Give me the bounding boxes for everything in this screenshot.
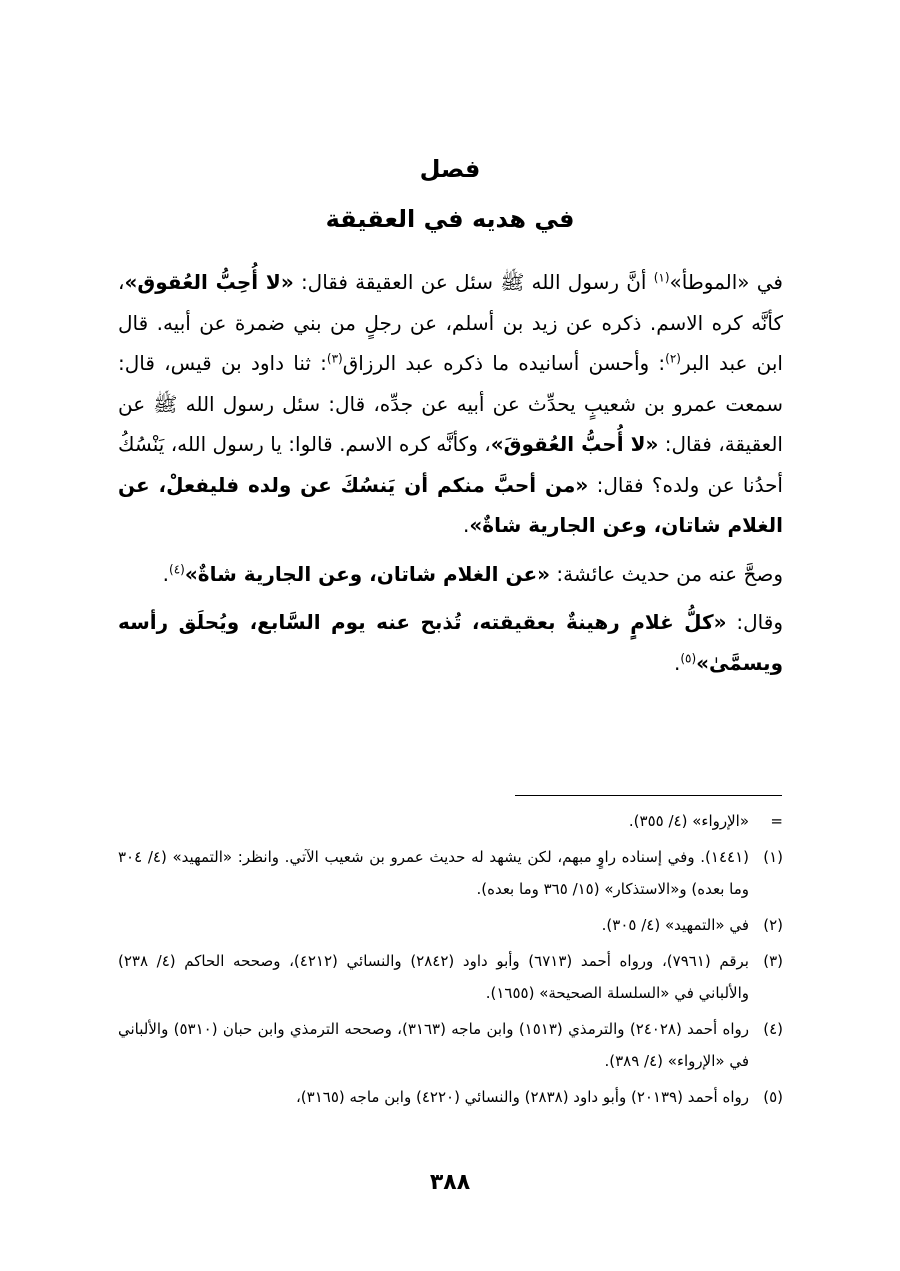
footnote-ref-5: (٥) <box>680 650 697 665</box>
footnote-1 <box>118 841 783 905</box>
chapter-title: فصل <box>419 155 481 183</box>
hadith-quote: «لا أُحبُّ العُقوقَ» <box>490 432 659 456</box>
text-run: في «الموطأ» <box>669 270 783 294</box>
paragraph-1 <box>118 262 783 546</box>
footnote-divider <box>515 795 782 796</box>
footnote-ref-2: (٢) <box>665 351 681 366</box>
text-run: . <box>462 513 470 537</box>
footnote-4 <box>118 1013 783 1077</box>
footnote-ref-1: (١) <box>653 270 670 285</box>
text-run: وقال: <box>726 610 783 634</box>
footnote-ref-3: (٣) <box>326 351 343 366</box>
footnote-ref-4: (٤) <box>169 561 185 576</box>
text-run: . <box>673 650 681 675</box>
main-text <box>118 262 783 683</box>
footnote-continuation <box>118 805 783 837</box>
footnote-text: (١٤٤١). وفي إسناده راوٍ مبهم، لكن يشهد له حديث عمرو بن شعيب الآتي. وانظر: «التمهيد» (٤/ ٣٠٤ وما بعده) و«الاستذكار» (١٥/ ٣٦٥ وما بعده). <box>118 848 749 898</box>
footnote-text: رواه أحمد (٢٠١٣٩) وأبو داود (٢٨٣٨) والنسائي (٤٢٢٠) وابن ماجه (٣١٦٥)، <box>295 1088 749 1106</box>
footnote-number: (٢) <box>763 916 783 934</box>
section-title: في هديه في العقيقة <box>325 205 575 233</box>
footnote-text: «الإرواء» (٤/ ٣٥٥). <box>628 812 749 830</box>
hadith-quote: «كلُّ غلامٍ رهينةٌ بعقيقته، تُذبح عنه يوم السَّابع، ويُحلَق رأسه ويسمَّىٰ» <box>118 610 783 675</box>
footnote-3 <box>118 945 783 1009</box>
hadith-quote: «من أحبَّ منكم أن يَنسُكَ عن ولده فليفعلْ، عن الغلام شاتان، وعن الجارية شاةٌ» <box>118 472 783 537</box>
footnote-5 <box>118 1081 783 1113</box>
footnote-2 <box>118 909 783 941</box>
hadith-quote: «عن الغلام شاتان، وعن الجارية شاةٌ» <box>184 561 551 586</box>
footnote-number: (٥) <box>763 1088 783 1106</box>
page-number: ٣٨٨ <box>429 1170 471 1195</box>
footnote-number: (٣) <box>763 952 783 970</box>
text-run: ، كأنَّه كره الاسم. ذكره عن زيد بن أسلم، عن رجلٍ من بني ضمرة عن أبيه. قال ابن عبد البر <box>118 270 783 375</box>
footnote-text: في «التمهيد» (٤/ ٣٠٥). <box>601 916 749 934</box>
footnotes <box>118 805 783 1117</box>
text-run: : ثنا داود بن قيس، قال: سمعت عمرو بن شعيبٍ يحدِّث عن أبيه عن جدِّه، قال: سئل رسول الله ﷺ عن العقيقة، فقال: <box>118 351 783 456</box>
hadith-quote: «لا أُحِبُّ العُقوق» <box>124 270 294 294</box>
paragraph-3 <box>118 602 783 683</box>
text-run: وصحَّ عنه من حديث عائشة: <box>550 561 783 586</box>
footnote-text: رواه أحمد (٢٤٠٢٨) والترمذي (١٥١٣) وابن ماجه (٣١٦٣)، وصححه الترمذي وابن حبان (٥٣١٠) والألباني في «الإرواء» (٤/ ٣٨٩). <box>118 1020 749 1070</box>
text-run: . <box>162 561 170 586</box>
footnote-text: برقم (٧٩٦١)، ورواه أحمد (٦٧١٣) وأبو داود (٢٨٤٢) والنسائي (٤٢١٢)، وصححه الحاكم (٤/ ٢٣٨) والألباني في «السلسلة الصحيحة» (١٦٥٥). <box>118 952 749 1002</box>
paragraph-2 <box>118 554 783 595</box>
footnote-number: (١) <box>763 848 783 866</box>
text-run: : وأحسن أسانيده ما ذكره عبد الرزاق <box>342 351 666 375</box>
text-run: ، وكأنَّه كره الاسم. قالوا: يا رسول الله، يَنْسُكُ أحدُنا عن ولده؟ فقال: <box>118 432 783 497</box>
text-run: أنَّ رسول الله ﷺ سئل عن العقيقة فقال: <box>293 270 654 294</box>
footnote-number: = <box>770 812 783 830</box>
footnote-number: (٤) <box>763 1020 783 1038</box>
